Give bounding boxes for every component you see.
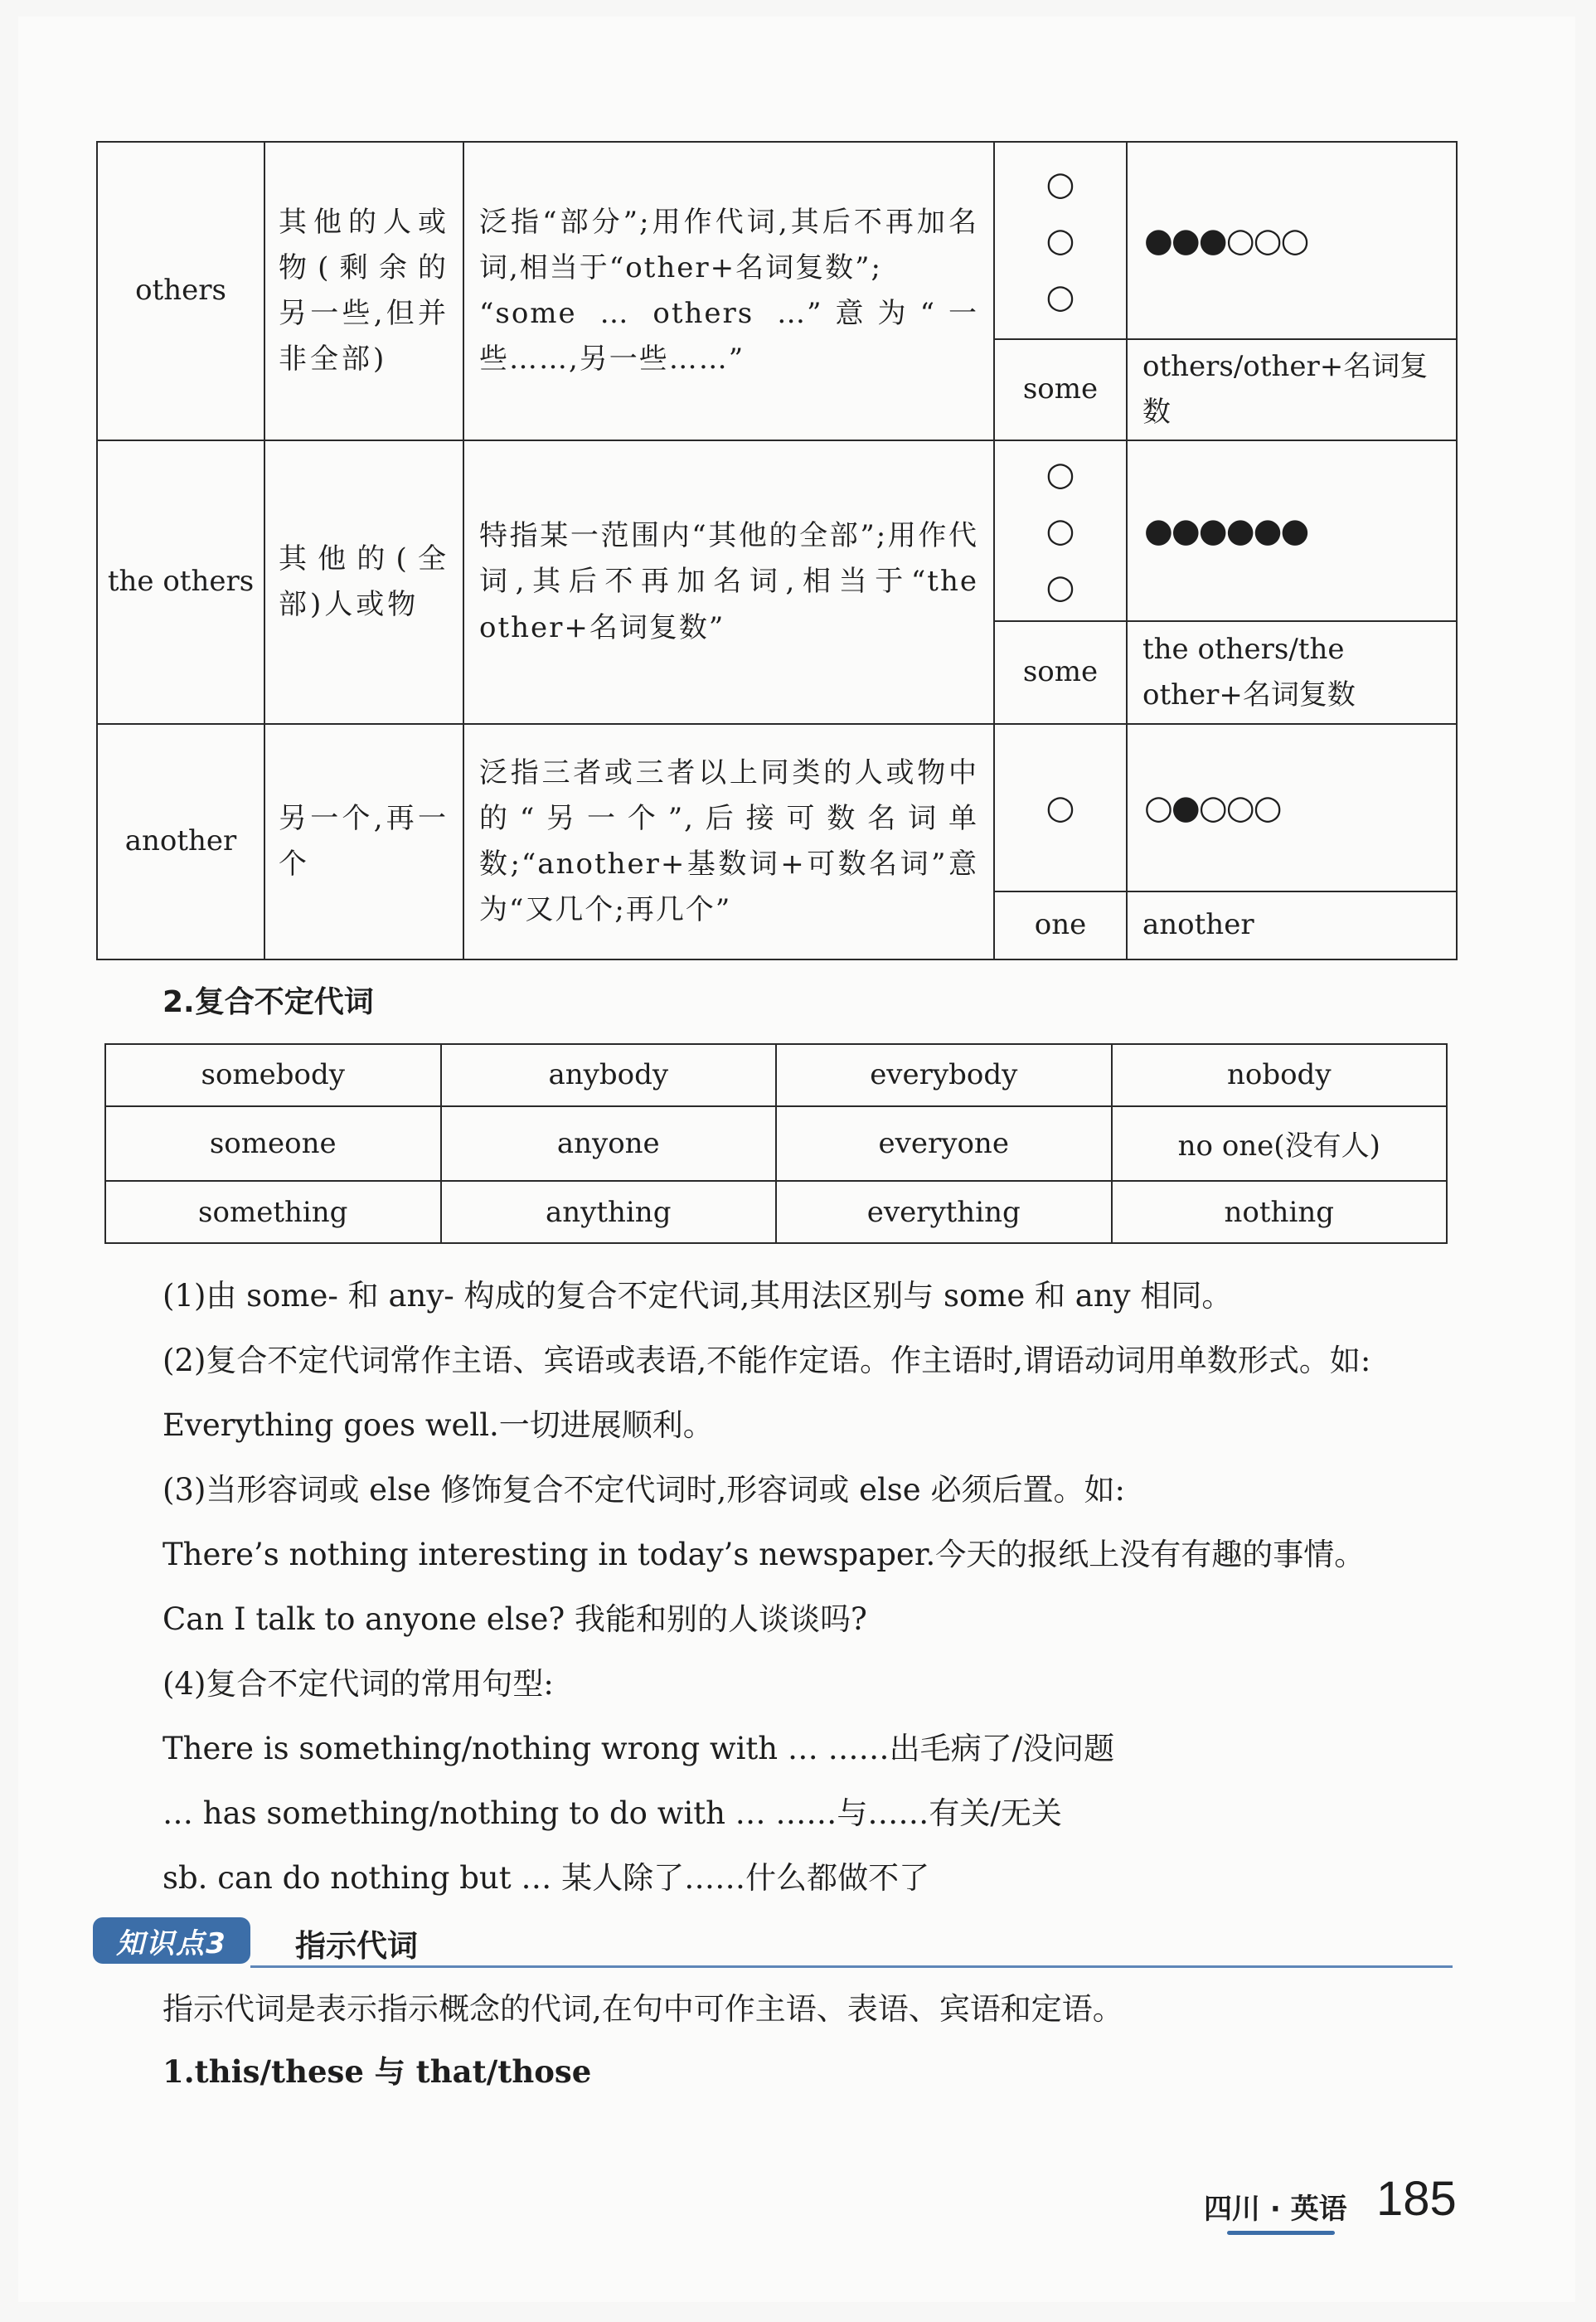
- table-row: [97, 142, 1457, 339]
- pattern-line: sb. can do nothing but … 某人除了……什么都做不了: [163, 1860, 930, 1896]
- label-right: others/other+名词复数: [1127, 339, 1457, 440]
- table-row: [97, 724, 1457, 891]
- intro-line: 指示代词是表示指示概念的代词,在句中可作主语、表语、宾语和定语。: [163, 1991, 1123, 2027]
- pronoun-comparison-table: [96, 141, 1458, 960]
- usage-cell: [463, 142, 994, 440]
- table-cell: nothing: [1112, 1181, 1448, 1243]
- section-divider: [250, 1965, 1453, 1968]
- word-cell: the others: [97, 440, 264, 724]
- note-line: (4)复合不定代词的常用句型:: [163, 1666, 554, 1702]
- circle-icon: ○: [1045, 278, 1075, 316]
- usage-line: 泛指三者或三者以上同类的人或物中的“另一个”,后接可数名词单数;“another+基数词+可数名词”意为“又几个;再几个”: [479, 755, 978, 927]
- table-cell: everything: [776, 1181, 1112, 1243]
- circle-icon: ○: [1045, 568, 1075, 606]
- table-cell: no one(没有人): [1112, 1106, 1448, 1182]
- table-cell: someone: [105, 1106, 441, 1182]
- circle-icon: ○: [1045, 789, 1075, 827]
- table-cell: everyone: [776, 1106, 1112, 1182]
- usage-line: 特指某一范围内“其他的全部”;用作代词,其后不再加名词,相当于“the other+名词复数”: [479, 519, 978, 644]
- section-title: 指示代词: [295, 1928, 418, 1964]
- circle-icon: ○: [1045, 221, 1075, 260]
- circles-cell: [994, 142, 1127, 339]
- label-left: some: [994, 339, 1127, 440]
- table-cell: anybody: [441, 1044, 777, 1106]
- meaning-cell: 其他的人或物(剩余的另一些,但并非全部): [264, 142, 463, 440]
- table-cell: anyone: [441, 1106, 777, 1182]
- label-left: some: [994, 621, 1127, 724]
- example-line: Everything goes well.一切进展顺利。: [163, 1407, 714, 1443]
- footer-label: 四川 · 英语: [1204, 2193, 1347, 2226]
- label-right: the others/the other+名词复数: [1127, 621, 1457, 724]
- example-line: Can I talk to anyone else? 我能和别的人谈谈吗?: [163, 1601, 867, 1637]
- knowledge-point-badge: 知识点3: [93, 1917, 250, 1964]
- circle-icon: ○: [1045, 165, 1075, 203]
- circles-cell: [994, 440, 1127, 621]
- note-line: (3)当形容词或 else 修饰复合不定代词时,形容词或 else 必须后置。如:: [163, 1472, 1125, 1508]
- table-row: [105, 1044, 1447, 1106]
- usage-line: “some … others …”意为“一些……,另一些……”: [479, 297, 978, 376]
- circle-icon: ○: [1045, 512, 1075, 550]
- usage-line: 泛指“部分”;用作代词,其后不再加名词,相当于“other+名词复数”;: [479, 205, 978, 284]
- table-row: [105, 1106, 1447, 1182]
- table-cell: nobody: [1112, 1044, 1448, 1106]
- pattern-line: … has something/nothing to do with … ……与……有关/无关: [163, 1795, 1062, 1831]
- dots-diagram: ●●●○○○: [1127, 142, 1457, 339]
- subsection-heading: 1.this/these 与 that/those: [163, 2053, 592, 2090]
- meaning-cell: 另一个,再一个: [264, 724, 463, 959]
- compound-pronoun-table: [104, 1043, 1448, 1244]
- meaning-cell: 其他的(全部)人或物: [264, 440, 463, 724]
- table-row: [105, 1181, 1447, 1243]
- example-line: There’s nothing interesting in today’s newspaper.今天的报纸上没有有趣的事情。: [163, 1537, 1366, 1572]
- usage-cell: [463, 440, 994, 724]
- table-row: [97, 440, 1457, 621]
- label-right: another: [1127, 891, 1457, 959]
- table-cell: anything: [441, 1181, 777, 1243]
- table-cell: something: [105, 1181, 441, 1243]
- word-cell: others: [97, 142, 264, 440]
- dots-diagram: ○●○○○: [1127, 724, 1457, 891]
- dots-diagram: ●●●●●●: [1127, 440, 1457, 621]
- note-line: (1)由 some- 和 any- 构成的复合不定代词,其用法区别与 some 和 any 相同。: [163, 1278, 1233, 1314]
- section-heading: 2.复合不定代词: [163, 985, 374, 1019]
- page-number: 185: [1376, 2172, 1457, 2226]
- pattern-line: There is something/nothing wrong with … ……出毛病了/没问题: [163, 1731, 1115, 1766]
- usage-cell: [463, 724, 994, 959]
- word-cell: another: [97, 724, 264, 959]
- footer-divider: [1227, 2231, 1335, 2235]
- table-cell: everybody: [776, 1044, 1112, 1106]
- note-line: (2)复合不定代词常作主语、宾语或表语,不能作定语。作主语时,谓语动词用单数形式。如:: [163, 1343, 1371, 1378]
- table-cell: somebody: [105, 1044, 441, 1106]
- circles-cell: [994, 724, 1127, 891]
- label-left: one: [994, 891, 1127, 959]
- circle-icon: ○: [1045, 455, 1075, 493]
